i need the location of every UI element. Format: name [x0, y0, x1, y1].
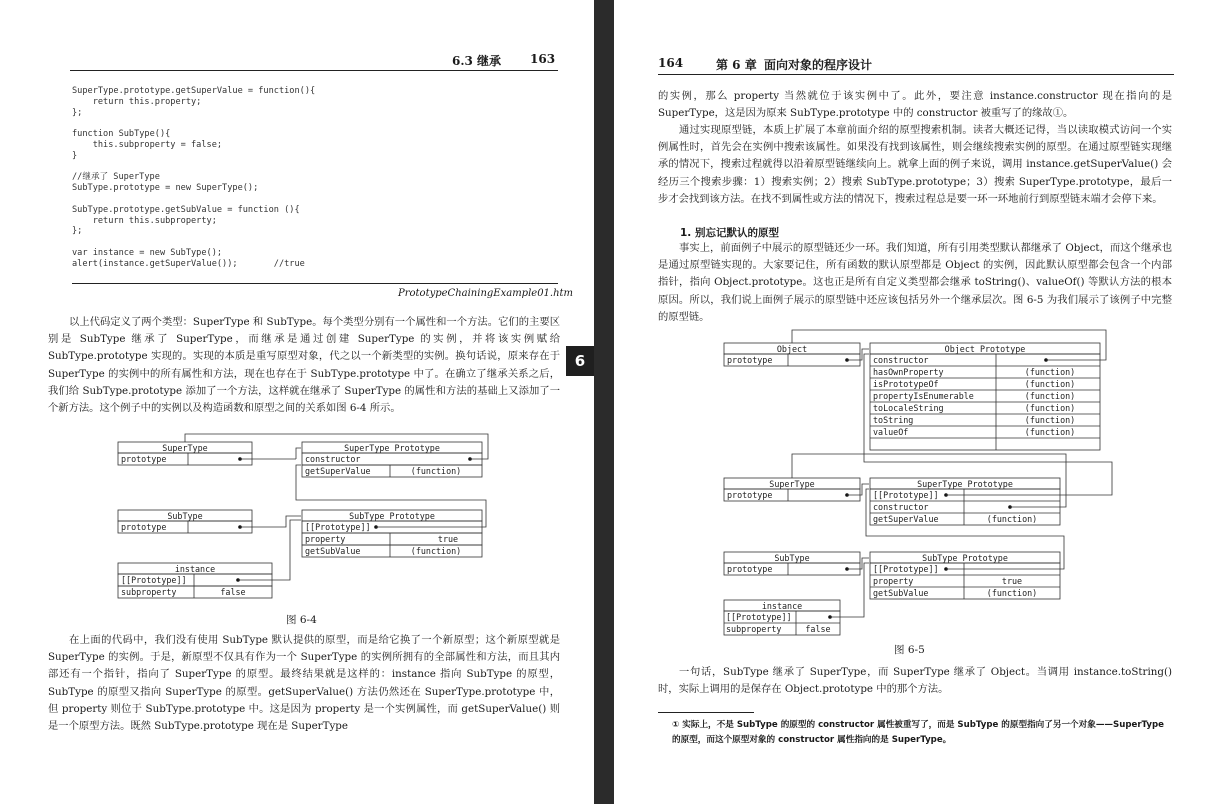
svg-text:prototype: prototype — [121, 454, 167, 464]
svg-text:(function): (function) — [1024, 403, 1076, 413]
svg-text:subproperty: subproperty — [726, 624, 782, 634]
svg-text:valueOf: valueOf — [873, 427, 909, 437]
svg-text:toLocaleString: toLocaleString — [873, 403, 944, 413]
svg-text:Object: Object — [776, 344, 808, 354]
svg-text:subproperty: subproperty — [121, 587, 177, 597]
svg-text:property: property — [873, 576, 914, 586]
svg-text:(function): (function) — [1024, 427, 1076, 437]
svg-text:getSubValue: getSubValue — [305, 546, 361, 556]
chapter-thumb-tab: 6 — [566, 346, 594, 376]
svg-text:getSuperValue: getSuperValue — [873, 514, 939, 524]
source-filename: PrototypeChainingExample01.htm — [398, 288, 574, 299]
chapter-number: 第 6 章 — [716, 58, 757, 72]
right-page — [614, 0, 1212, 804]
svg-text:[[Prototype]]: [[Prototype]] — [873, 564, 939, 574]
svg-text:prototype: prototype — [727, 490, 773, 500]
svg-text:getSuperValue: getSuperValue — [305, 466, 371, 476]
svg-text:getSubValue: getSubValue — [873, 588, 929, 598]
svg-text:(function): (function) — [410, 466, 462, 476]
svg-text:SuperType Prototype: SuperType Prototype — [917, 479, 1013, 489]
svg-text:(function): (function) — [1024, 391, 1076, 401]
header-rule — [70, 70, 558, 71]
svg-text:SubType: SubType — [167, 511, 203, 521]
svg-text:SubType Prototype: SubType Prototype — [349, 511, 435, 521]
page-number: 163 — [530, 52, 556, 66]
svg-text:instance: instance — [761, 601, 803, 611]
svg-text:prototype: prototype — [727, 355, 773, 365]
page-number: 164 — [658, 56, 684, 70]
code-block: SuperType.prototype.getSuperValue = function(){ return this.property; }; function SubType(){ this.subproperty = false; } //继承了 SuperType SubType.prototype = new SuperType(); SubType.prototype.getSubValue = function (){ return this.subproperty; }; var instance = new SubType(); alert(instance.getSuperValue()); //true — [72, 86, 316, 269]
svg-text:SubType Prototype: SubType Prototype — [922, 553, 1008, 563]
svg-text:constructor: constructor — [305, 454, 361, 464]
svg-text:[[Prototype]]: [[Prototype]] — [873, 490, 939, 500]
paragraph-1: 的实例，那么 property 当然就位于该实例中了。此外，要注意 instance.constructor 现在指向的是 SuperType，这是因为原来 SubType.prototype 中的 constructor 被重写了的缘故①。 — [658, 90, 1172, 120]
svg-text:hasOwnProperty: hasOwnProperty — [873, 367, 944, 377]
svg-text:toString: toString — [873, 415, 914, 425]
chapter-title: 面向对象的程序设计 — [764, 58, 873, 72]
code-rule — [72, 283, 558, 284]
svg-text:(function): (function) — [1024, 415, 1076, 425]
svg-text:constructor: constructor — [873, 502, 929, 512]
book-spine — [594, 0, 614, 804]
svg-text:[[Prototype]]: [[Prototype]] — [305, 522, 371, 532]
left-page — [0, 0, 594, 804]
svg-text:propertyIsEnumerable: propertyIsEnumerable — [873, 391, 974, 401]
header-rule — [658, 74, 1174, 75]
paragraph-2: 在上面的代码中，我们没有使用 SubType 默认提供的原型，而是给它换了一个新原型；这个新原型就是 SuperType 的实例。于是，新原型不仅具有作为一个 SuperType 的实例所拥有的全部属性和方法，而且其内部还有一个指针，指向了 SuperType 的原型。最终结果就是这样的：instance 指向 SubType 的原型，SubType 的原型又指向 SuperType 的原型。getSuperValue() 方法仍然还在 SuperType.prototype 中，但 property 则位于 SubType.prototype 中。这是因为 property 是一个实例属性，而 getSuperValue() 则是一个原型方法。既然 SubType.prototype 现在是 SuperType — [48, 634, 560, 733]
svg-text:instance: instance — [174, 564, 216, 574]
svg-text:property: property — [305, 534, 346, 544]
svg-text:(function): (function) — [986, 514, 1038, 524]
running-head-section: 6.3 继承 — [452, 54, 502, 68]
svg-text:[[Prototype]]: [[Prototype]] — [726, 612, 792, 622]
paragraph-4: 一句话，SubType 继承了 SuperType，而 SuperType 继承了 Object。当调用 instance.toString() 时，实际上调用的是保存在 Object.prototype 中的那个方法。 — [658, 666, 1172, 696]
svg-text:[[Prototype]]: [[Prototype]] — [121, 575, 187, 585]
figure-6-5 — [714, 328, 1114, 638]
figure-6-5-caption: 图 6-5 — [894, 644, 925, 656]
footnote-rule — [658, 712, 754, 713]
svg-text:(function): (function) — [1024, 379, 1076, 389]
svg-text:false: false — [220, 587, 246, 597]
svg-text:SubType: SubType — [774, 553, 810, 563]
svg-text:prototype: prototype — [121, 522, 167, 532]
supertype-title: SuperType — [162, 443, 208, 453]
paragraph-1: 以上代码定义了两个类型：SuperType 和 SubType。每个类型分别有一个属性和一个方法。它们的主要区别是 SubType 继承了 SuperType，而继承是通过创建 SuperType 的实例，并将该实例赋给 SubType.prototype 实现的。实现的本质是重写原型对象，代之以一个新类型的实例。换句话说，原来存在于 SuperType 的实例中的所有属性和方法，现在也存在于 SubType.prototype 中了。在确立了继承关系之后，我们给 SubType.prototype 添加了一个方法，这样就在继承了 SuperType 的属性和方法的基础上又添加了一个新方法。这个例子中的实例以及构造函数和原型之间的关系如图 6-4 所示。 — [48, 316, 560, 415]
svg-text:(function): (function) — [986, 588, 1038, 598]
svg-text:Object Prototype: Object Prototype — [944, 344, 1026, 354]
svg-text:true: true — [437, 534, 459, 544]
paragraph-2: 通过实现原型链，本质上扩展了本章前面介绍的原型搜索机制。读者大概还记得，当以读取模式访问一个实例属性时，首先会在实例中搜索该属性。如果没有找到该属性，则会继续搜索实例的原型。在通过原型链实现继承的情况下，搜索过程就得以沿着原型链继续向上。就拿上面的例子来说，调用 instance.getSuperValue() 会经历三个搜索步骤：1）搜索实例；2）搜索 SubType.prototype；3）搜索 SuperType.prototype，最后一步才会找到该方法。在找不到属性或方法的情况下，搜索过程总是要一环一环地前行到原型链末端才会停下来。 — [658, 124, 1172, 205]
paragraph-3: 事实上，前面例子中展示的原型链还少一环。我们知道，所有引用类型默认都继承了 Object，而这个继承也是通过原型链实现的。大家要记住，所有函数的默认原型都是 Object 的实例，因此默认原型都会包含一个内部指针，指向 Object.prototype。这也正是所有自定义类型都会继承 toString()、valueOf() 等默认方法的根本原因。所以，我们说上面例子展示的原型链中还应该包括另外一个继承层次。图 6-5 为我们展示了该例子中完整的原型链。 — [658, 242, 1172, 323]
svg-text:(function): (function) — [410, 546, 462, 556]
svg-text:true: true — [1001, 576, 1023, 586]
svg-text:SuperType: SuperType — [769, 479, 815, 489]
svg-text:false: false — [805, 624, 831, 634]
svg-text:(function): (function) — [1024, 367, 1076, 377]
svg-text:constructor: constructor — [873, 355, 929, 365]
svg-text:prototype: prototype — [727, 564, 773, 574]
svg-text:SuperType Prototype: SuperType Prototype — [344, 443, 440, 453]
svg-text:isPrototypeOf: isPrototypeOf — [873, 379, 939, 389]
figure-6-4-caption: 图 6-4 — [286, 614, 317, 626]
subsection-heading: 1. 别忘记默认的原型 — [680, 227, 779, 239]
figure-6-4 — [100, 432, 500, 612]
footnote: ① 实际上，不是 SubType 的原型的 constructor 属性被重写了，而是 SubType 的原型指向了另一个对象——SuperType 的原型，而这个原型对象的 constructor 属性指向的是 SuperType。 — [672, 720, 1164, 745]
